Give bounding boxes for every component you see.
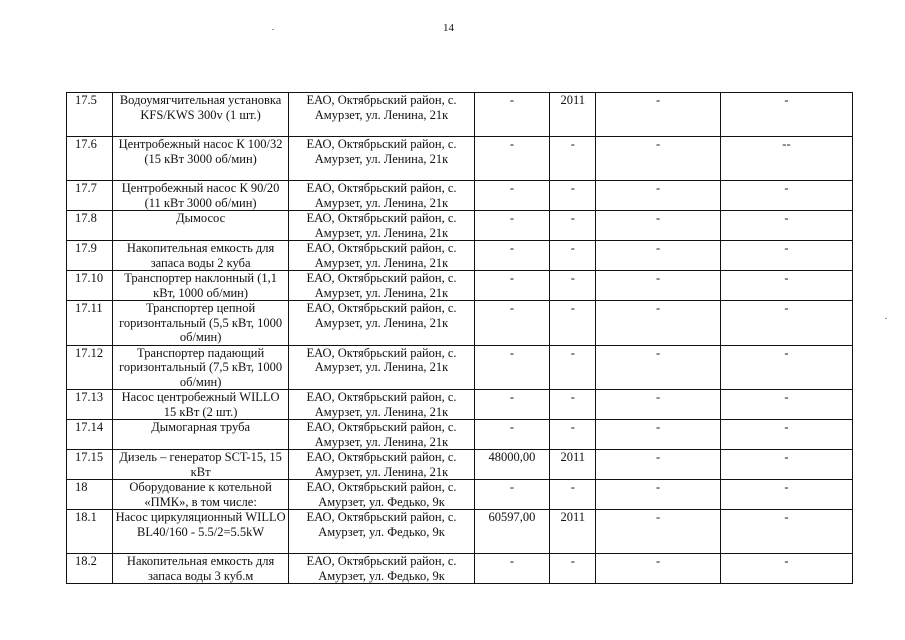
row-number-cell: 17.15 — [67, 450, 113, 480]
year-cell: - — [550, 390, 596, 420]
table-row — [67, 137, 853, 181]
row-number-cell: 17.8 — [67, 211, 113, 241]
cost-cell: - — [474, 181, 550, 211]
equipment-name-cell: Дизель – генератор SCT-15, 15 кВт — [112, 450, 289, 480]
equipment-name-cell: Насос центробежный WILLO 15 кВт (2 шт.) — [112, 390, 289, 420]
scan-speck — [272, 29, 274, 30]
column-7-cell: - — [720, 271, 852, 301]
page-number: 14 — [443, 22, 454, 34]
cost-cell: - — [474, 480, 550, 510]
column-6-cell: - — [596, 510, 721, 554]
cost-cell: - — [474, 271, 550, 301]
row-number-cell: 17.5 — [67, 93, 113, 137]
table-row — [67, 211, 853, 241]
row-number-cell: 17.12 — [67, 345, 113, 390]
cost-cell: - — [474, 93, 550, 137]
year-cell: - — [550, 345, 596, 390]
cost-cell: - — [474, 345, 550, 390]
year-cell: - — [550, 420, 596, 450]
year-cell: - — [550, 301, 596, 346]
year-cell: 2011 — [550, 510, 596, 554]
address-cell: ЕАО, Октябрьский район, с. Амурзет, ул. Ленина, 21к — [289, 301, 474, 346]
table-row — [67, 510, 853, 554]
year-cell: - — [550, 211, 596, 241]
equipment-name-cell: Дымогарная труба — [112, 420, 289, 450]
table-row — [67, 241, 853, 271]
row-number-cell: 17.9 — [67, 241, 113, 271]
equipment-name-cell: Дымосос — [112, 211, 289, 241]
table-row — [67, 345, 853, 390]
column-7-cell: - — [720, 420, 852, 450]
address-cell: ЕАО, Октябрьский район, с. Амурзет, ул. Федько, 9к — [289, 480, 474, 510]
address-cell: ЕАО, Октябрьский район, с. Амурзет, ул. Ленина, 21к — [289, 181, 474, 211]
equipment-name-cell: Центробежный насос К 100/32 (15 кВт 3000 об/мин) — [112, 137, 289, 181]
column-7-cell: - — [720, 181, 852, 211]
column-6-cell: - — [596, 390, 721, 420]
address-cell: ЕАО, Октябрьский район, с. Амурзет, ул. Федько, 9к — [289, 510, 474, 554]
column-7-cell: - — [720, 93, 852, 137]
column-7-cell: - — [720, 480, 852, 510]
column-7-cell: - — [720, 345, 852, 390]
cost-cell: - — [474, 420, 550, 450]
column-6-cell: - — [596, 137, 721, 181]
column-6-cell: - — [596, 241, 721, 271]
row-number-cell: 17.14 — [67, 420, 113, 450]
column-7-cell: - — [720, 211, 852, 241]
address-cell: ЕАО, Октябрьский район, с. Амурзет, ул. Ленина, 21к — [289, 211, 474, 241]
table-row — [67, 271, 853, 301]
address-cell: ЕАО, Октябрьский район, с. Амурзет, ул. Ленина, 21к — [289, 271, 474, 301]
address-cell: ЕАО, Октябрьский район, с. Амурзет, ул. Федько, 9к — [289, 554, 474, 584]
row-number-cell: 17.11 — [67, 301, 113, 346]
table-row — [67, 554, 853, 584]
year-cell: - — [550, 554, 596, 584]
column-7-cell: - — [720, 510, 852, 554]
column-7-cell: - — [720, 241, 852, 271]
column-7-cell: - — [720, 390, 852, 420]
column-7-cell: - — [720, 450, 852, 480]
row-number-cell: 18.2 — [67, 554, 113, 584]
column-6-cell: - — [596, 301, 721, 346]
column-7-cell: - — [720, 301, 852, 346]
table-row — [67, 93, 853, 137]
row-number-cell: 17.6 — [67, 137, 113, 181]
equipment-name-cell: Транспортер наклонный (1,1 кВт, 1000 об/мин) — [112, 271, 289, 301]
equipment-table — [66, 92, 853, 584]
address-cell: ЕАО, Октябрьский район, с. Амурзет, ул. Ленина, 21к — [289, 137, 474, 181]
cost-cell: - — [474, 211, 550, 241]
cost-cell: 48000,00 — [474, 450, 550, 480]
column-7-cell: - — [720, 554, 852, 584]
table-row — [67, 420, 853, 450]
address-cell: ЕАО, Октябрьский район, с. Амурзет, ул. Ленина, 21к — [289, 420, 474, 450]
column-6-cell: - — [596, 345, 721, 390]
year-cell: 2011 — [550, 93, 596, 137]
year-cell: - — [550, 241, 596, 271]
table-row — [67, 390, 853, 420]
equipment-name-cell: Водоумягчительная установка KFS/KWS 300v (1 шт.) — [112, 93, 289, 137]
column-6-cell: - — [596, 93, 721, 137]
column-6-cell: - — [596, 420, 721, 450]
column-6-cell: - — [596, 450, 721, 480]
equipment-name-cell: Центробежный насос К 90/20 (11 кВт 3000 об/мин) — [112, 181, 289, 211]
year-cell: - — [550, 181, 596, 211]
column-6-cell: - — [596, 271, 721, 301]
address-cell: ЕАО, Октябрьский район, с. Амурзет, ул. Ленина, 21к — [289, 450, 474, 480]
year-cell: - — [550, 480, 596, 510]
address-cell: ЕАО, Октябрьский район, с. Амурзет, ул. Ленина, 21к — [289, 390, 474, 420]
year-cell: - — [550, 137, 596, 181]
row-number-cell: 17.10 — [67, 271, 113, 301]
row-number-cell: 17.7 — [67, 181, 113, 211]
row-number-cell: 17.13 — [67, 390, 113, 420]
cost-cell: 60597,00 — [474, 510, 550, 554]
year-cell: 2011 — [550, 450, 596, 480]
column-7-cell: -- — [720, 137, 852, 181]
cost-cell: - — [474, 137, 550, 181]
equipment-name-cell: Накопительная емкость для запаса воды 3 куб.м — [112, 554, 289, 584]
column-6-cell: - — [596, 554, 721, 584]
equipment-name-cell: Насос циркуляционный WILLO BL40/160 - 5.5/2=5.5kW — [112, 510, 289, 554]
row-number-cell: 18.1 — [67, 510, 113, 554]
equipment-name-cell: Транспортер падающий горизонтальный (7,5 кВт, 1000 об/мин) — [112, 345, 289, 390]
equipment-name-cell: Транспортер цепной горизонтальный (5,5 кВт, 1000 об/мин) — [112, 301, 289, 346]
column-6-cell: - — [596, 181, 721, 211]
address-cell: ЕАО, Октябрьский район, с. Амурзет, ул. Ленина, 21к — [289, 93, 474, 137]
address-cell: ЕАО, Октябрьский район, с. Амурзет, ул. Ленина, 21к — [289, 241, 474, 271]
table-row — [67, 181, 853, 211]
address-cell: ЕАО, Октябрьский район, с. Амурзет, ул. Ленина, 21к — [289, 345, 474, 390]
column-6-cell: - — [596, 480, 721, 510]
year-cell: - — [550, 271, 596, 301]
row-number-cell: 18 — [67, 480, 113, 510]
table-row — [67, 480, 853, 510]
scan-speck — [885, 318, 887, 319]
table-body — [67, 93, 853, 584]
cost-cell: - — [474, 390, 550, 420]
table-row — [67, 301, 853, 346]
cost-cell: - — [474, 241, 550, 271]
cost-cell: - — [474, 554, 550, 584]
equipment-name-cell: Оборудование к котельной «ПМК», в том числе: — [112, 480, 289, 510]
cost-cell: - — [474, 301, 550, 346]
equipment-name-cell: Накопительная емкость для запаса воды 2 куба — [112, 241, 289, 271]
column-6-cell: - — [596, 211, 721, 241]
table-row — [67, 450, 853, 480]
